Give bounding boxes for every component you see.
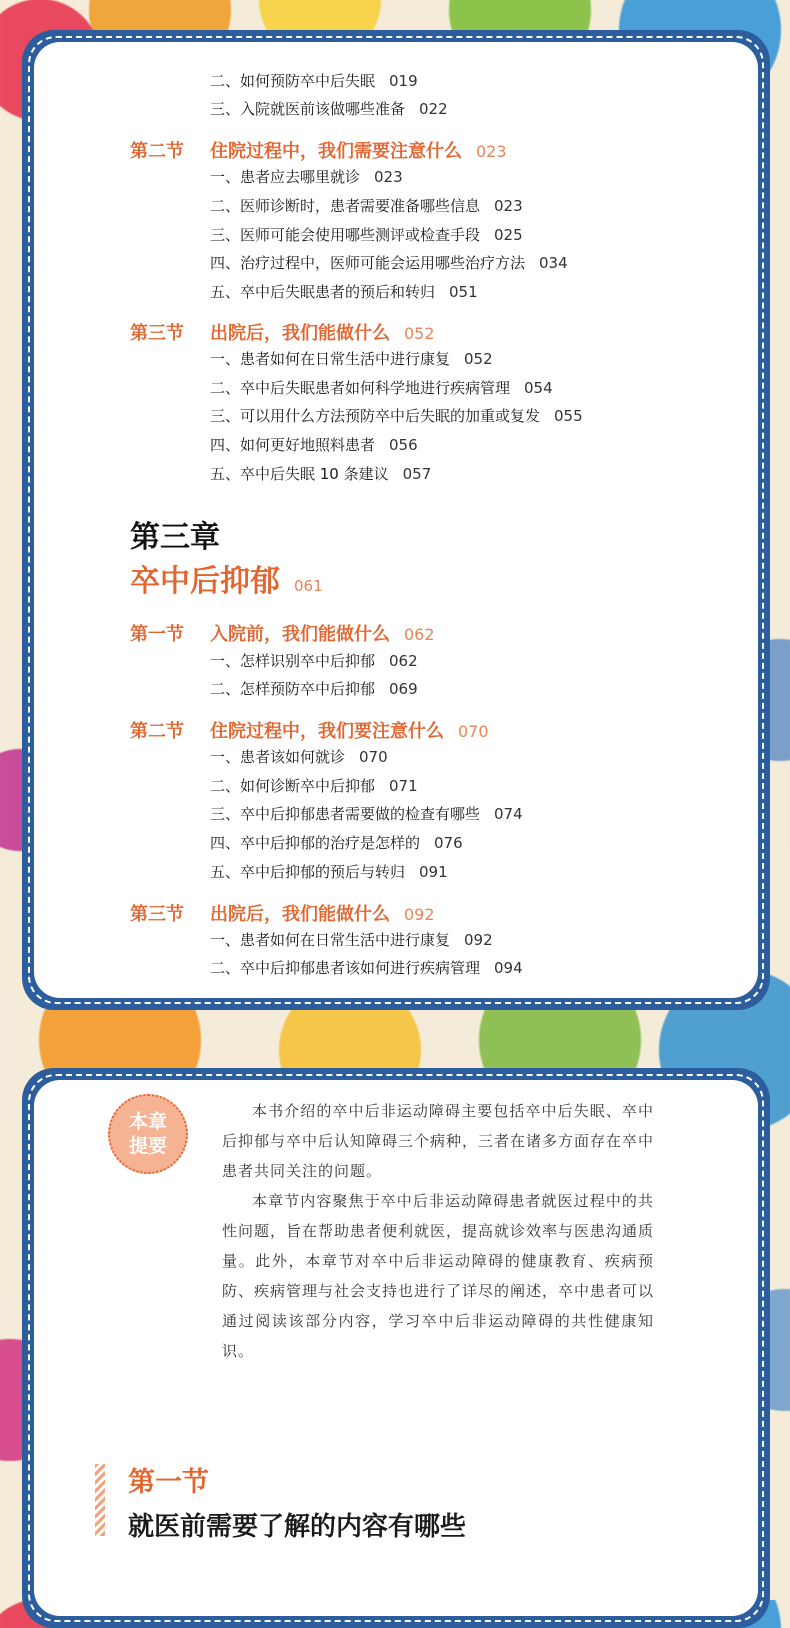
summary-text (222, 1096, 654, 1366)
toc-item[interactable]: 三、可以用什么方法预防卒中后失眠的加重或复发 055 (210, 407, 583, 425)
toc-item[interactable]: 二、卒中后抑郁患者该如何进行疾病管理 094 (210, 959, 523, 977)
toc-item[interactable]: 一、患者该如何就诊 070 (210, 748, 388, 766)
section-heading[interactable]: 第三节 出院后，我们能做什么 052 (130, 323, 435, 344)
section-label: 第一节 (128, 1467, 209, 1498)
toc-item[interactable]: 二、如何诊断卒中后抑郁 071 (210, 777, 418, 795)
toc-item[interactable]: 一、怎样识别卒中后抑郁 062 (210, 652, 418, 670)
section-heading[interactable]: 第一节 入院前，我们能做什么 062 (130, 624, 435, 645)
chapter-number: 第三章 (130, 520, 220, 555)
badge-line: 提要 (128, 1135, 167, 1157)
toc-item[interactable]: 三、入院就医前该做哪些准备 022 (210, 100, 448, 118)
toc-item[interactable]: 三、医师可能会使用哪些测评或检查手段 025 (210, 226, 523, 244)
toc-item[interactable]: 二、医师诊断时，患者需要准备哪些信息 023 (210, 197, 523, 215)
section-heading[interactable]: 第二节 住院过程中，我们需要注意什么 023 (130, 141, 507, 162)
paragraph: 本书介绍的卒中后非运动障碍主要包括卒中后失眠、卒中后抑郁与卒中后认知障碍三个病种，三者在诸多方面存在卒中患者共同关注的问题。 (222, 1102, 655, 1180)
section-heading[interactable]: 第三节 出院后，我们能做什么 092 (130, 904, 435, 925)
section-title: 就医前需要了解的内容有哪些 (128, 1512, 467, 1542)
toc-item[interactable]: 四、卒中后抑郁的治疗是怎样的 076 (210, 834, 463, 852)
toc-item[interactable]: 五、卒中后抑郁的预后与转归 091 (210, 863, 448, 881)
toc-item[interactable]: 五、卒中后失眠 10 条建议 057 (210, 465, 432, 483)
paragraph: 本章节内容聚焦于卒中后非运动障碍患者就医过程中的共性问题，旨在帮助患者便利就医，提高就诊效率与医患沟通质量。此外，本章节对卒中后非运动障碍的健康教育、疾病预防、疾病管理与社会支持也进行了详尽的阐述，卒中患者可以通过阅读该部分内容，学习卒中后非运动障碍的共性健康知识。 (222, 1192, 655, 1360)
toc-item[interactable]: 一、患者应去哪里就诊 023 (210, 168, 403, 186)
badge-line: 本章 (128, 1111, 167, 1133)
section-heading[interactable]: 第二节 住院过程中，我们要注意什么 070 (130, 721, 489, 742)
toc-item[interactable]: 四、如何更好地照料患者 056 (210, 436, 418, 454)
toc-item[interactable]: 三、卒中后抑郁患者需要做的检查有哪些 074 (210, 805, 523, 823)
toc-item[interactable]: 一、患者如何在日常生活中进行康复 092 (210, 931, 493, 949)
chapter-summary-badge (108, 1094, 188, 1174)
section-stripe-decoration (95, 1464, 105, 1536)
toc-item[interactable]: 二、卒中后失眠患者如何科学地进行疾病管理 054 (210, 379, 553, 397)
chapter-title[interactable]: 卒中后抑郁 061 (130, 564, 323, 599)
toc-item[interactable]: 二、怎样预防卒中后抑郁 069 (210, 680, 418, 698)
toc-item[interactable]: 二、如何预防卒中后失眠 019 (210, 72, 418, 90)
toc-item[interactable]: 一、患者如何在日常生活中进行康复 052 (210, 350, 493, 368)
toc-item[interactable]: 五、卒中后失眠患者的预后和转归 051 (210, 283, 478, 301)
toc-item[interactable]: 四、治疗过程中，医师可能会运用哪些治疗方法 034 (210, 254, 568, 272)
